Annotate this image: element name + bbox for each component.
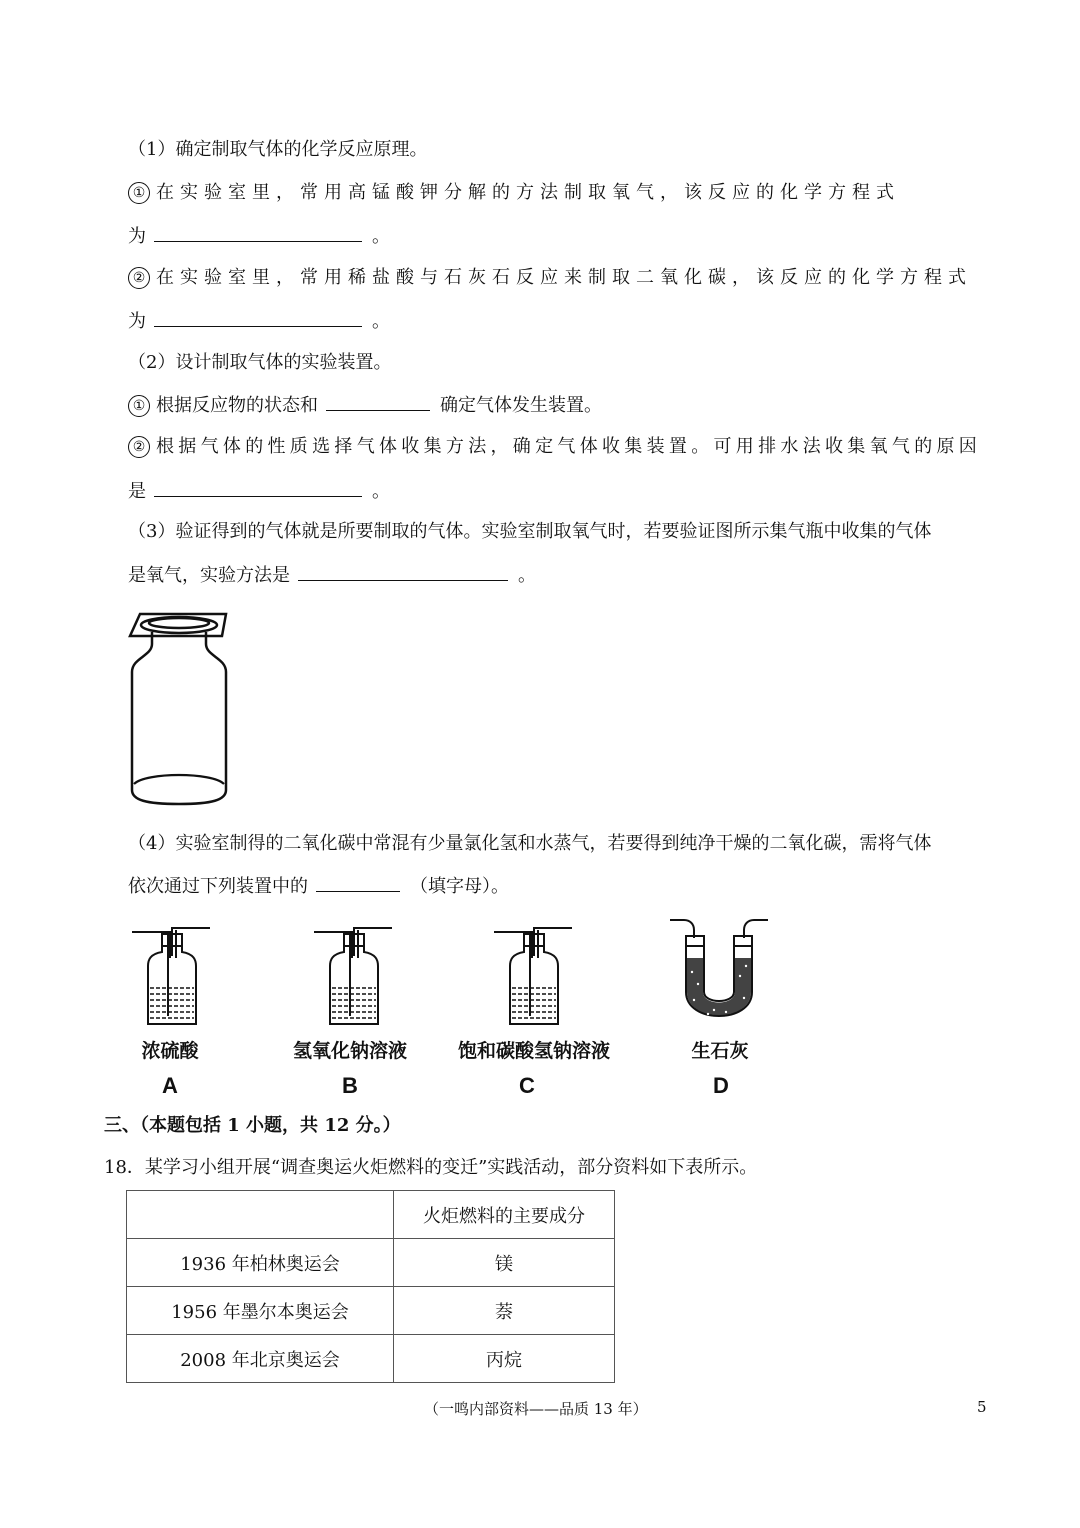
page-number: 5 <box>977 1398 987 1416</box>
u-tube-d-icon <box>664 912 774 1030</box>
part2-item1-post: 确定气体发生装置。 <box>440 395 602 416</box>
period: 。 <box>372 311 390 332</box>
part1-item1-cont-text: 为 <box>128 226 146 247</box>
section-3-title: （本题包括 1 小题，共 12 分。） <box>140 1115 401 1136</box>
circled-number-icon: ① <box>128 395 150 417</box>
circled-number-icon: ① <box>128 182 150 204</box>
part2-item2-cont <box>128 478 390 505</box>
part1-item1-text: 在实验室里，常用高锰酸钾分解的方法制取氧气，该反应的化学方程式 <box>156 182 900 203</box>
part1-item1-line <box>128 180 900 206</box>
table-cell: 1936 年柏林奥运会 <box>127 1239 394 1287</box>
table-row <box>127 1335 615 1383</box>
circled-number-icon: ② <box>128 267 150 289</box>
answer-blank-1[interactable] <box>154 223 362 242</box>
table-cell: 镁 <box>394 1239 615 1287</box>
answer-blank-5[interactable] <box>298 562 508 581</box>
section-3-prefix: 三、 <box>104 1115 140 1136</box>
part2-item2-text: 根据气体的性质选择气体收集方法，确定气体收集装置。可用排水法收集氧气的原因 <box>156 436 982 457</box>
table-cell: 萘 <box>394 1287 615 1335</box>
apparatus-d-letter: D <box>713 1073 729 1098</box>
part1-item2-text: 在实验室里，常用稀盐酸与石灰石反应来制取二氧化碳，该反应的化学方程式 <box>156 267 972 288</box>
question-18-text: 18．某学习小组开展“调查奥运火炬燃料的变迁”实践活动，部分资料如下表所示。 <box>104 1157 758 1178</box>
table-cell: 2008 年北京奥运会 <box>127 1335 394 1383</box>
table-row <box>127 1239 615 1287</box>
apparatus-d-label: 生石灰 <box>691 1040 749 1062</box>
gas-collecting-bottle-icon <box>126 608 232 808</box>
apparatus-c-letter: C <box>519 1073 535 1098</box>
part1-heading: （1）确定制取气体的化学反应原理。 <box>128 139 428 160</box>
table-header-cell: 火炬燃料的主要成分 <box>394 1191 615 1239</box>
part3-line2-text: 是氧气，实验方法是 <box>128 565 290 586</box>
part2-item1-pre: 根据反应物的状态和 <box>156 395 318 416</box>
answer-blank-3[interactable] <box>326 392 430 411</box>
part1-item2-cont-text: 为 <box>128 311 146 332</box>
wash-bottle-b-icon <box>312 918 398 1030</box>
part1-item1-cont <box>128 223 390 250</box>
wash-bottle-c-icon <box>492 918 578 1030</box>
answer-blank-6[interactable] <box>316 873 400 892</box>
section-3-heading <box>104 1113 401 1139</box>
part3-line1: （3）验证得到的气体就是所要制取的气体。实验室制取氧气时，若要验证图所示集气瓶中收集的气体 <box>128 521 932 542</box>
table-row <box>127 1287 615 1335</box>
apparatus-c-label: 饱和碳酸氢钠溶液 <box>457 1040 610 1062</box>
part4-line1: （4）实验室制得的二氧化碳中常混有少量氯化氢和水蒸气，若要得到纯净干燥的二氧化碳，需将气体 <box>128 833 932 854</box>
period: 。 <box>518 565 536 586</box>
part3-line2 <box>128 562 536 589</box>
part4-line2-post: （填字母）。 <box>410 876 509 897</box>
part4-line2 <box>128 873 509 900</box>
period: 。 <box>372 226 390 247</box>
circled-number-icon: ② <box>128 436 150 458</box>
footer-text: （一鸣内部资料——品质 13 年） <box>424 1400 648 1418</box>
wash-bottle-a-icon <box>130 918 216 1030</box>
apparatus-a-letter: A <box>162 1073 178 1098</box>
part2-item1-line <box>128 392 602 419</box>
torch-fuel-table <box>126 1190 615 1383</box>
part1-item2-cont <box>128 308 390 335</box>
answer-blank-4[interactable] <box>154 478 362 497</box>
apparatus-b-letter: B <box>342 1073 358 1098</box>
period: 。 <box>372 481 390 502</box>
part2-item2-line <box>128 434 981 460</box>
table-cell: 1956 年墨尔本奥运会 <box>127 1287 394 1335</box>
table-header-row <box>127 1191 615 1239</box>
table-cell: 丙烷 <box>394 1335 615 1383</box>
part2-heading: （2）设计制取气体的实验装置。 <box>128 352 392 373</box>
part2-item2-cont-text: 是 <box>128 481 146 502</box>
apparatus-a-label: 浓硫酸 <box>141 1040 199 1062</box>
answer-blank-2[interactable] <box>154 308 362 327</box>
table-header-cell <box>127 1191 394 1239</box>
part1-item2-line <box>128 265 972 291</box>
part4-line2-pre: 依次通过下列装置中的 <box>128 876 308 897</box>
apparatus-b-label: 氢氧化钠溶液 <box>292 1040 407 1062</box>
